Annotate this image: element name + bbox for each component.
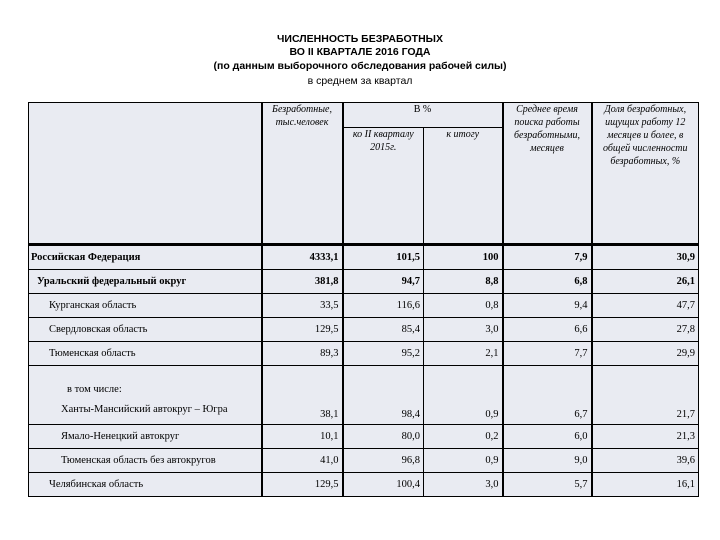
- title-line-3: (по данным выборочного обследования рабочей силы): [213, 60, 507, 72]
- unemployment-table: [28, 102, 699, 497]
- including-label: в том числе:: [67, 384, 122, 395]
- cell-value: 4333,1: [262, 245, 343, 270]
- cell-value: 6,6: [503, 318, 592, 342]
- header-unemployed: Безработные, тыс.человек: [262, 103, 343, 245]
- cell-value: 7,7: [503, 342, 592, 366]
- cell-value: 9,0: [503, 449, 592, 473]
- region-name: Российская Федерация: [31, 252, 141, 263]
- table-row: [29, 270, 699, 294]
- header-pct-total: к итогу: [424, 128, 503, 245]
- table-row: [29, 294, 699, 318]
- cell-value: 2,1: [424, 342, 503, 366]
- cell-value: 85,4: [343, 318, 424, 342]
- cell-value: 47,7: [592, 294, 699, 318]
- cell-value: 381,8: [262, 270, 343, 294]
- cell-value: 0,8: [424, 294, 503, 318]
- region-name: Тюменская область: [49, 348, 136, 359]
- cell-value: 21,3: [592, 425, 699, 449]
- table-row: [29, 425, 699, 449]
- cell-value: 101,5: [343, 245, 424, 270]
- cell-value: 38,1: [262, 366, 343, 425]
- title-line-1: ЧИСЛЕННОСТЬ БЕЗРАБОТНЫХ: [277, 33, 443, 45]
- table-row: [29, 318, 699, 342]
- cell-value: 33,5: [262, 294, 343, 318]
- cell-value: 8,8: [424, 270, 503, 294]
- cell-value: 26,1: [592, 270, 699, 294]
- cell-value: 29,9: [592, 342, 699, 366]
- header-share-long: Доля безработных, ищущих работу 12 месяцев и более, в общей численности безработных, %: [592, 103, 699, 245]
- table-row: [29, 245, 699, 270]
- region-name: Тюменская область без автокругов: [61, 455, 216, 466]
- cell-value: 27,8: [592, 318, 699, 342]
- header-pct: В %: [343, 103, 503, 128]
- cell-value: 80,0: [343, 425, 424, 449]
- region-name: Свердловская область: [49, 324, 148, 335]
- cell-value: 96,8: [343, 449, 424, 473]
- cell-value: 3,0: [424, 473, 503, 497]
- cell-value: 6,0: [503, 425, 592, 449]
- cell-value: 10,1: [262, 425, 343, 449]
- title-line-2: ВО II КВАРТАЛЕ 2016 ГОДА: [289, 46, 431, 58]
- cell-value: 9,4: [503, 294, 592, 318]
- header-avg-time: Среднее время поиска работы безработными, месяцев: [503, 103, 592, 245]
- region-name: Ямало-Ненецкий автокруг: [61, 431, 180, 442]
- cell-value: 5,7: [503, 473, 592, 497]
- cell-value: 0,9: [424, 366, 503, 425]
- cell-value: 129,5: [262, 318, 343, 342]
- cell-value: 100,4: [343, 473, 424, 497]
- cell-value: 89,3: [262, 342, 343, 366]
- cell-value: 41,0: [262, 449, 343, 473]
- region-name: Курганская область: [49, 300, 137, 311]
- region-name: Ханты-Мансийский автокруг – Югра: [61, 404, 228, 415]
- cell-value: 94,7: [343, 270, 424, 294]
- header-pct-prev: ко II кварталу 2015г.: [343, 128, 424, 245]
- cell-value: 3,0: [424, 318, 503, 342]
- region-name: Челябинская область: [49, 479, 144, 490]
- cell-value: 16,1: [592, 473, 699, 497]
- cell-value: 6,8: [503, 270, 592, 294]
- cell-value: 30,9: [592, 245, 699, 270]
- cell-value: 100: [424, 245, 503, 270]
- table-row: [29, 473, 699, 497]
- cell-value: 129,5: [262, 473, 343, 497]
- table-row: [29, 342, 699, 366]
- cell-value: 0,2: [424, 425, 503, 449]
- cell-value: 21,7: [592, 366, 699, 425]
- cell-value: 95,2: [343, 342, 424, 366]
- region-name: Уральский федеральный округ: [37, 276, 187, 287]
- cell-value: 0,9: [424, 449, 503, 473]
- cell-value: 7,9: [503, 245, 592, 270]
- table-row: [29, 366, 699, 425]
- cell-value: 116,6: [343, 294, 424, 318]
- cell-value: 6,7: [503, 366, 592, 425]
- cell-value: 39,6: [592, 449, 699, 473]
- table-row: [29, 449, 699, 473]
- header-region: [29, 103, 262, 245]
- title-line-4: в среднем за квартал: [307, 75, 413, 87]
- cell-value: 98,4: [343, 366, 424, 425]
